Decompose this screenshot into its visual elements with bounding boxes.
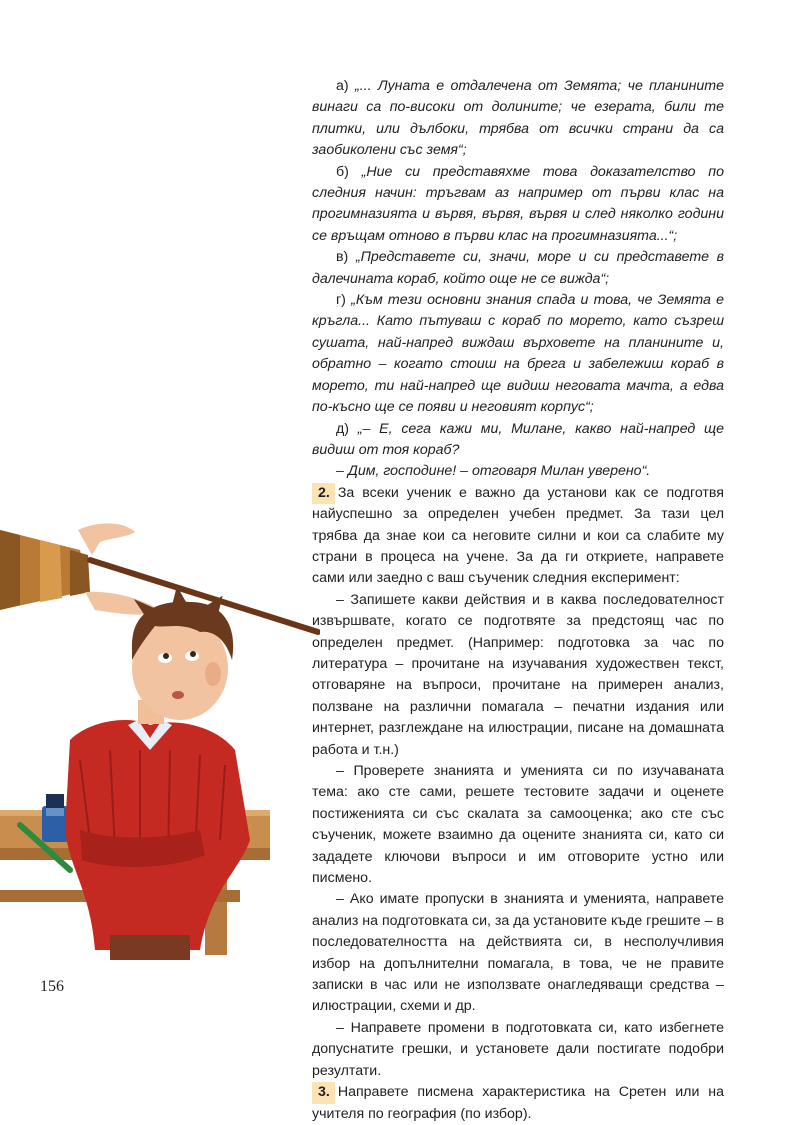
quote-g [312, 290, 724, 418]
quote-d-text: „– Е, сега кажи ми, Милане, какво най-напред ще видиш от тоя кораб? [312, 420, 724, 458]
task-3-number: 3. [312, 1082, 335, 1103]
task-2-step: – Ако имате пропуски в знанията и уменията, направете анализ на подготовката си, за да установите къде грешите – в последователността на действията си, в несполучливия избор на допълнителни помагала, в това, че не правите записки в час или не използвате онагледяващи средства – илюстрации, схеми и др. [312, 891, 724, 1015]
task-3-text: Направете писмена характеристика на Сретен или на учителя по география (по избор). [312, 1084, 724, 1122]
quote-b-label: б) [336, 163, 349, 180]
quote-d [312, 419, 724, 462]
quote-v-label: в) [336, 249, 349, 266]
quote-d-label: д) [336, 420, 350, 437]
task-2-step: – Запишете какви действия и в каква последователност извършвате, когато се подготвяте за предстоящ час по определен предмет. (Например: подготовка за час по литература – прочитане на изучавания художествен текст, отговаряне на въпроси, прочитане на примерен анализ, ползване на различни помагала – печатни издания или интернет, разглеждане на илюстрации, писане на домашната работа и т.н.) [312, 591, 724, 758]
quote-a-text: „... Луната е отдалечена от Земята; че планините винаги са по-високи от долините; че езерата, били те плитки, или дълбоки, трябва от всички страни да са заобиколени със земя“; [312, 78, 724, 159]
quote-g-text: „Към тези основни знания спада и това, че Земята е кръгла... Като пътуваш с кораб по морето, като съзреш сушата, най-напред виждаш върховете на планините и, обратно – когато стоиш на брега и забележиш кораб в морето, ти най-напред ще видиш неговата мачта, а едва по-късно ще се появи и неговият корпус“; [312, 292, 724, 416]
ink-bottle [42, 794, 68, 842]
task-3 [312, 1082, 724, 1125]
quote-b [312, 162, 724, 248]
quote-v [312, 247, 724, 290]
quote-v-text: „Представете си, значи, море и си представете в далечината кораб, който още не се вижда“; [312, 249, 724, 287]
task-2-step: – Проверете знанията и уменията си по изучаваната тема: ако сте сами, решете тестовите задачи и оценете постиженията си със скалата за самооценка; ако сте със съученик, можете взаимно да оцените знанията си, като си зададете ключови въпроси и им отговорите устно или писмено. [312, 763, 724, 887]
main-text [312, 76, 724, 1125]
quote-d-answer: – Дим, господине! – отговаря Милан уверено“. [336, 463, 651, 480]
quote-a [312, 76, 724, 162]
task-2-intro: За всеки ученик е важно да установи как се подготвя найуспешно за определен учебен предмет. За тази цел трябва да знае кои са неговите силни и кои са слабите му страни в процеса на учене. За да ги откриете, направете сами или заедно с ваш съученик следния експеримент: [312, 484, 724, 587]
quote-a-label: а) [336, 78, 349, 94]
page-number: 156 [40, 978, 64, 995]
task-2 [312, 483, 724, 590]
task-2-number: 2. [312, 483, 335, 504]
quote-g-label: г) [336, 292, 346, 309]
quote-b-text: „Ние си представяхме това доказателство по следния начин: тръгвам аз например от първи клас на прогимназията и вървя, вървя, вървя и след няколко години се връщам отново в първи клас на прогимназията...“; [312, 163, 724, 244]
illustration-boy-and-teacher [0, 510, 320, 960]
task-2-step: – Направете промени в подготовката си, като избегнете допуснатите грешки, и установете дали постигате подобри резултати. [312, 1019, 724, 1079]
